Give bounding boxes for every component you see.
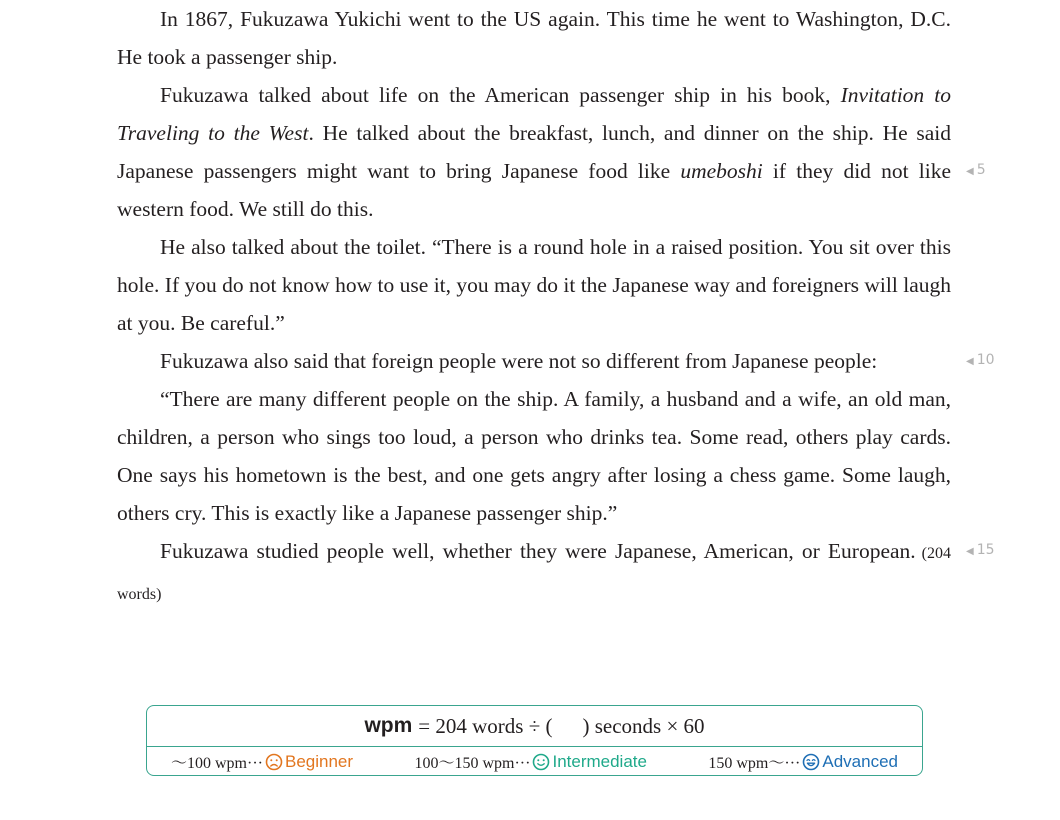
level-advanced — [708, 750, 898, 773]
left-triangle-icon: ◀ — [966, 356, 974, 367]
level-intermediate — [414, 750, 647, 773]
sad-face-icon — [265, 753, 283, 771]
line-number-15: ◀ 15 — [966, 542, 995, 558]
smile-face-icon — [532, 753, 550, 771]
paragraph-text: . He talked about the breakfast, lunch, and dinner on the ship. He said Japanese passengers might want to bring Japanese food like — [117, 121, 952, 183]
level-range: 100～150 wpm··· — [414, 755, 531, 772]
formula-text-before: = 204 words ÷ ( — [418, 713, 553, 738]
level-range: ～100 wpm··· — [171, 755, 263, 772]
paragraph-text: Fukuzawa also said that foreign people were not so different from Japanese people: — [160, 349, 878, 373]
paragraph — [117, 380, 951, 532]
paragraph-text: if they did not like western food. We still do this. — [117, 159, 952, 221]
line-number-10: ◀ 10 — [966, 352, 995, 368]
level-range: 150 wpm～··· — [708, 755, 801, 772]
line-number-5: ◀ 5 — [966, 162, 986, 178]
reading-level-scale — [147, 747, 922, 776]
paragraph-text: In 1867, Fukuzawa Yukichi went to the US again. This time he went to Washington, D.C. He took a passenger ship. — [117, 7, 951, 69]
level-name: Advanced — [822, 751, 898, 771]
wpm-formula — [147, 706, 922, 747]
formula-text-after: ) seconds × 60 — [582, 713, 705, 738]
wpm-label: wpm — [364, 714, 413, 737]
level-name: Intermediate — [552, 751, 647, 771]
paragraph-text: “There are many different people on the ship. A family, a husband and a wife, an old man, children, a person who sings too loud, a person who drinks tea. Some read, others play cards. One says his hometown is the best, and one gets angry after losing a chess game. Some laugh, others cry. This is exactly like a Japanese passenger ship.” — [117, 387, 951, 525]
food-term: umeboshi — [680, 159, 763, 183]
reading-passage — [117, 0, 951, 614]
paragraph — [117, 532, 951, 614]
level-name: Beginner — [285, 751, 354, 771]
paragraph-text: Fukuzawa studied people well, whether they were Japanese, American, or European. — [160, 539, 916, 563]
level-beginner — [171, 750, 353, 773]
left-triangle-icon: ◀ — [966, 546, 974, 557]
paragraph — [117, 76, 951, 228]
book-title: Invitation to Traveling to the West — [117, 83, 951, 145]
grin-face-icon — [802, 753, 820, 771]
word-count: (204 words) — [117, 545, 951, 603]
paragraph — [117, 0, 951, 76]
wpm-calculator-box — [146, 705, 923, 776]
paragraph-text: He also talked about the toilet. “There is a round hole in a raised position. You sit over this hole. If you do not know how to use it, you may do it the Japanese way and foreigners will laugh at you. Be careful.” — [117, 235, 951, 335]
paragraph-text: Fukuzawa talked about life on the American passenger ship in his book, — [160, 83, 841, 107]
paragraph — [117, 228, 951, 342]
paragraph — [117, 342, 951, 380]
left-triangle-icon: ◀ — [966, 166, 974, 177]
